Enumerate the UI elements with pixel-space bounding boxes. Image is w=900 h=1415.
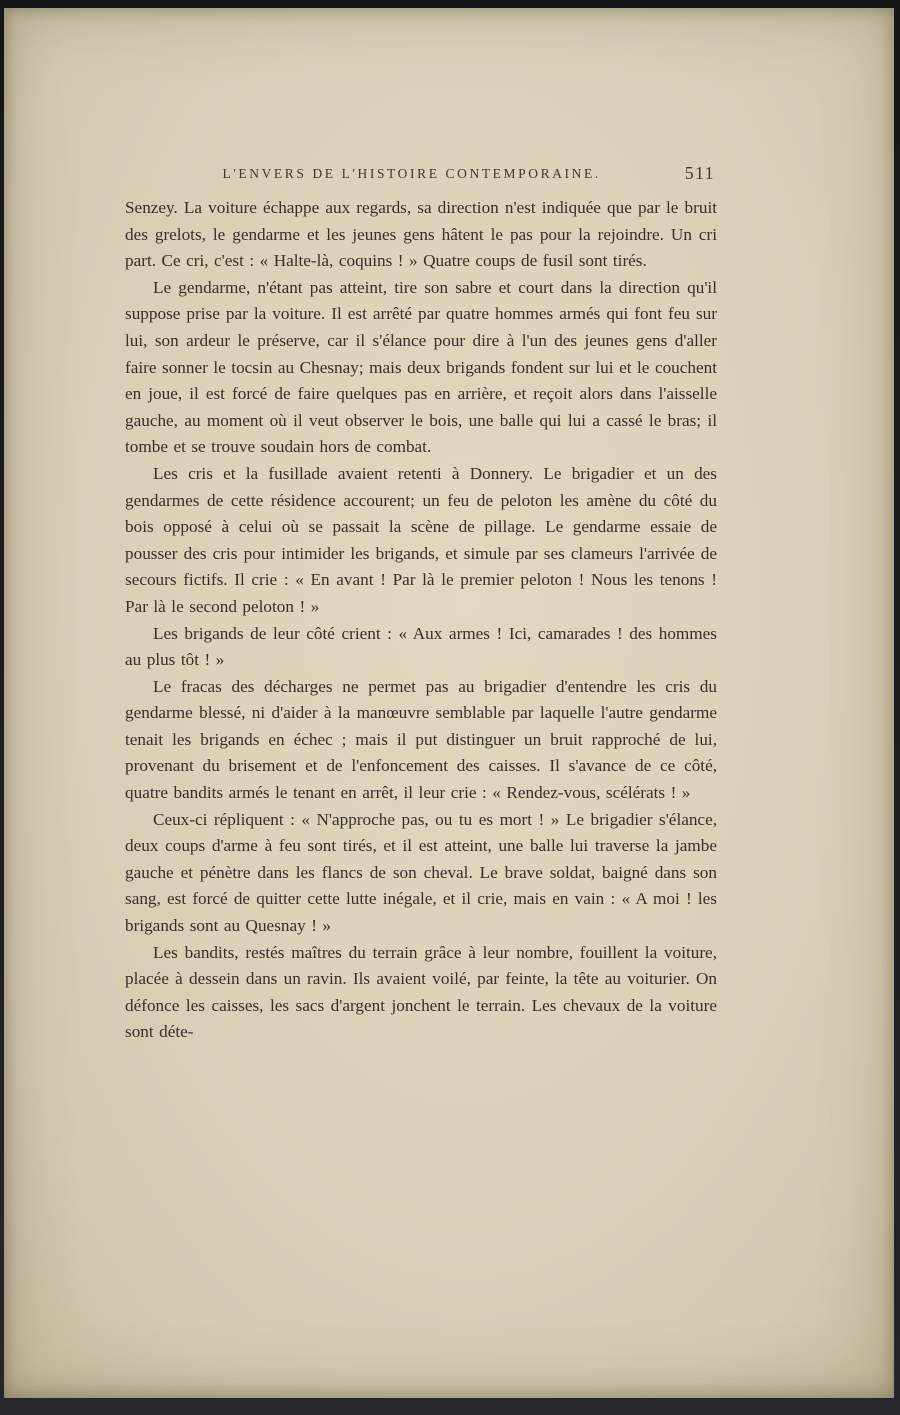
paragraph: Les brigands de leur côté crient : « Aux armes ! Ici, camarades ! des hommes au plus tôt ! » bbox=[125, 623, 717, 670]
paragraph: Senzey. La voiture échappe aux regards, sa direction n'est indiquée que par le bruit des grelots, le gendarme et les jeunes gens hâtent le pas pour la rejoindre. Un cri part. Ce cri, c'est : « Halte-là, coquins ! » Quatre coups de fusil sont tirés. bbox=[125, 198, 717, 271]
paragraph: Ceux-ci répliquent : « N'approche pas, ou tu es mort ! » Le brigadier s'élance, deux coups d'arme à feu sont tirés, et il est atteint, une balle lui traverse la jambe gauche et pénètre dans les flancs de son cheval. Le brave soldat, baigné dans son sang, est forcé de quitter cette lutte inégale, et il crie, mais en vain : « A moi ! les brigands sont au Quesnay ! » bbox=[125, 809, 717, 936]
page-header bbox=[129, 163, 717, 187]
paper-page bbox=[4, 8, 894, 1398]
running-title: L'ENVERS DE L'HISTOIRE CONTEMPORAINE. bbox=[222, 166, 601, 181]
paragraph: Le gendarme, n'étant pas atteint, tire son sabre et court dans la direction qu'il suppose prise par la voiture. Il est arrêté par quatre hommes armés qui font feu sur lui, son ardeur le préserve, car il s'élance pour dire à l'un des jeunes gens d'aller faire sonner le tocsin au Chesnay; mais deux brigands fondent sur lui et le couchent en joue, il est forcé de faire quelques pas en arrière, et reçoit alors dans l'aisselle gauche, au moment où il veut observer le bois, une balle qui lui a cassé le bras; il tombe et se trouve soudain hors de combat. bbox=[125, 277, 717, 457]
page-number: 511 bbox=[684, 163, 715, 183]
paragraph: Les bandits, restés maîtres du terrain grâce à leur nombre, fouillent la voiture, placée à dessein dans un ravin. Ils avaient voilé, par feinte, la tête au voiturier. On défonce les caisses, les sacs d'argent jonchent le terrain. Les chevaux de la voiture sont déte- bbox=[125, 942, 717, 1042]
paragraph: Le fracas des décharges ne permet pas au brigadier d'entendre les cris du gendarme blessé, ni d'aider à la manœuvre semblable par laquelle l'autre gendarme tenait les brigands en échec ; mais il put distinguer un bruit rapproché de lui, provenant du brisement et de l'enfoncement des caisses. Il s'avance de ce côté, quatre bandits armés le tenant en arrêt, il leur crie : « Rendez-vous, scélérats ! » bbox=[125, 676, 717, 803]
paragraph: Les cris et la fusillade avaient retenti à Donnery. Le brigadier et un des gendarmes de cette résidence accourent; un feu de peloton les amène du côté du bois opposé à celui où se passait la scène de pillage. Le gendarme essaie de pousser des cris pour intimider les brigands, et simule par ses clameurs l'arrivée de secours fictifs. Il crie : « En avant ! Par là le premier peloton ! Nous les tenons ! Par là le second peloton ! » bbox=[125, 463, 717, 616]
text-block bbox=[125, 195, 717, 1046]
